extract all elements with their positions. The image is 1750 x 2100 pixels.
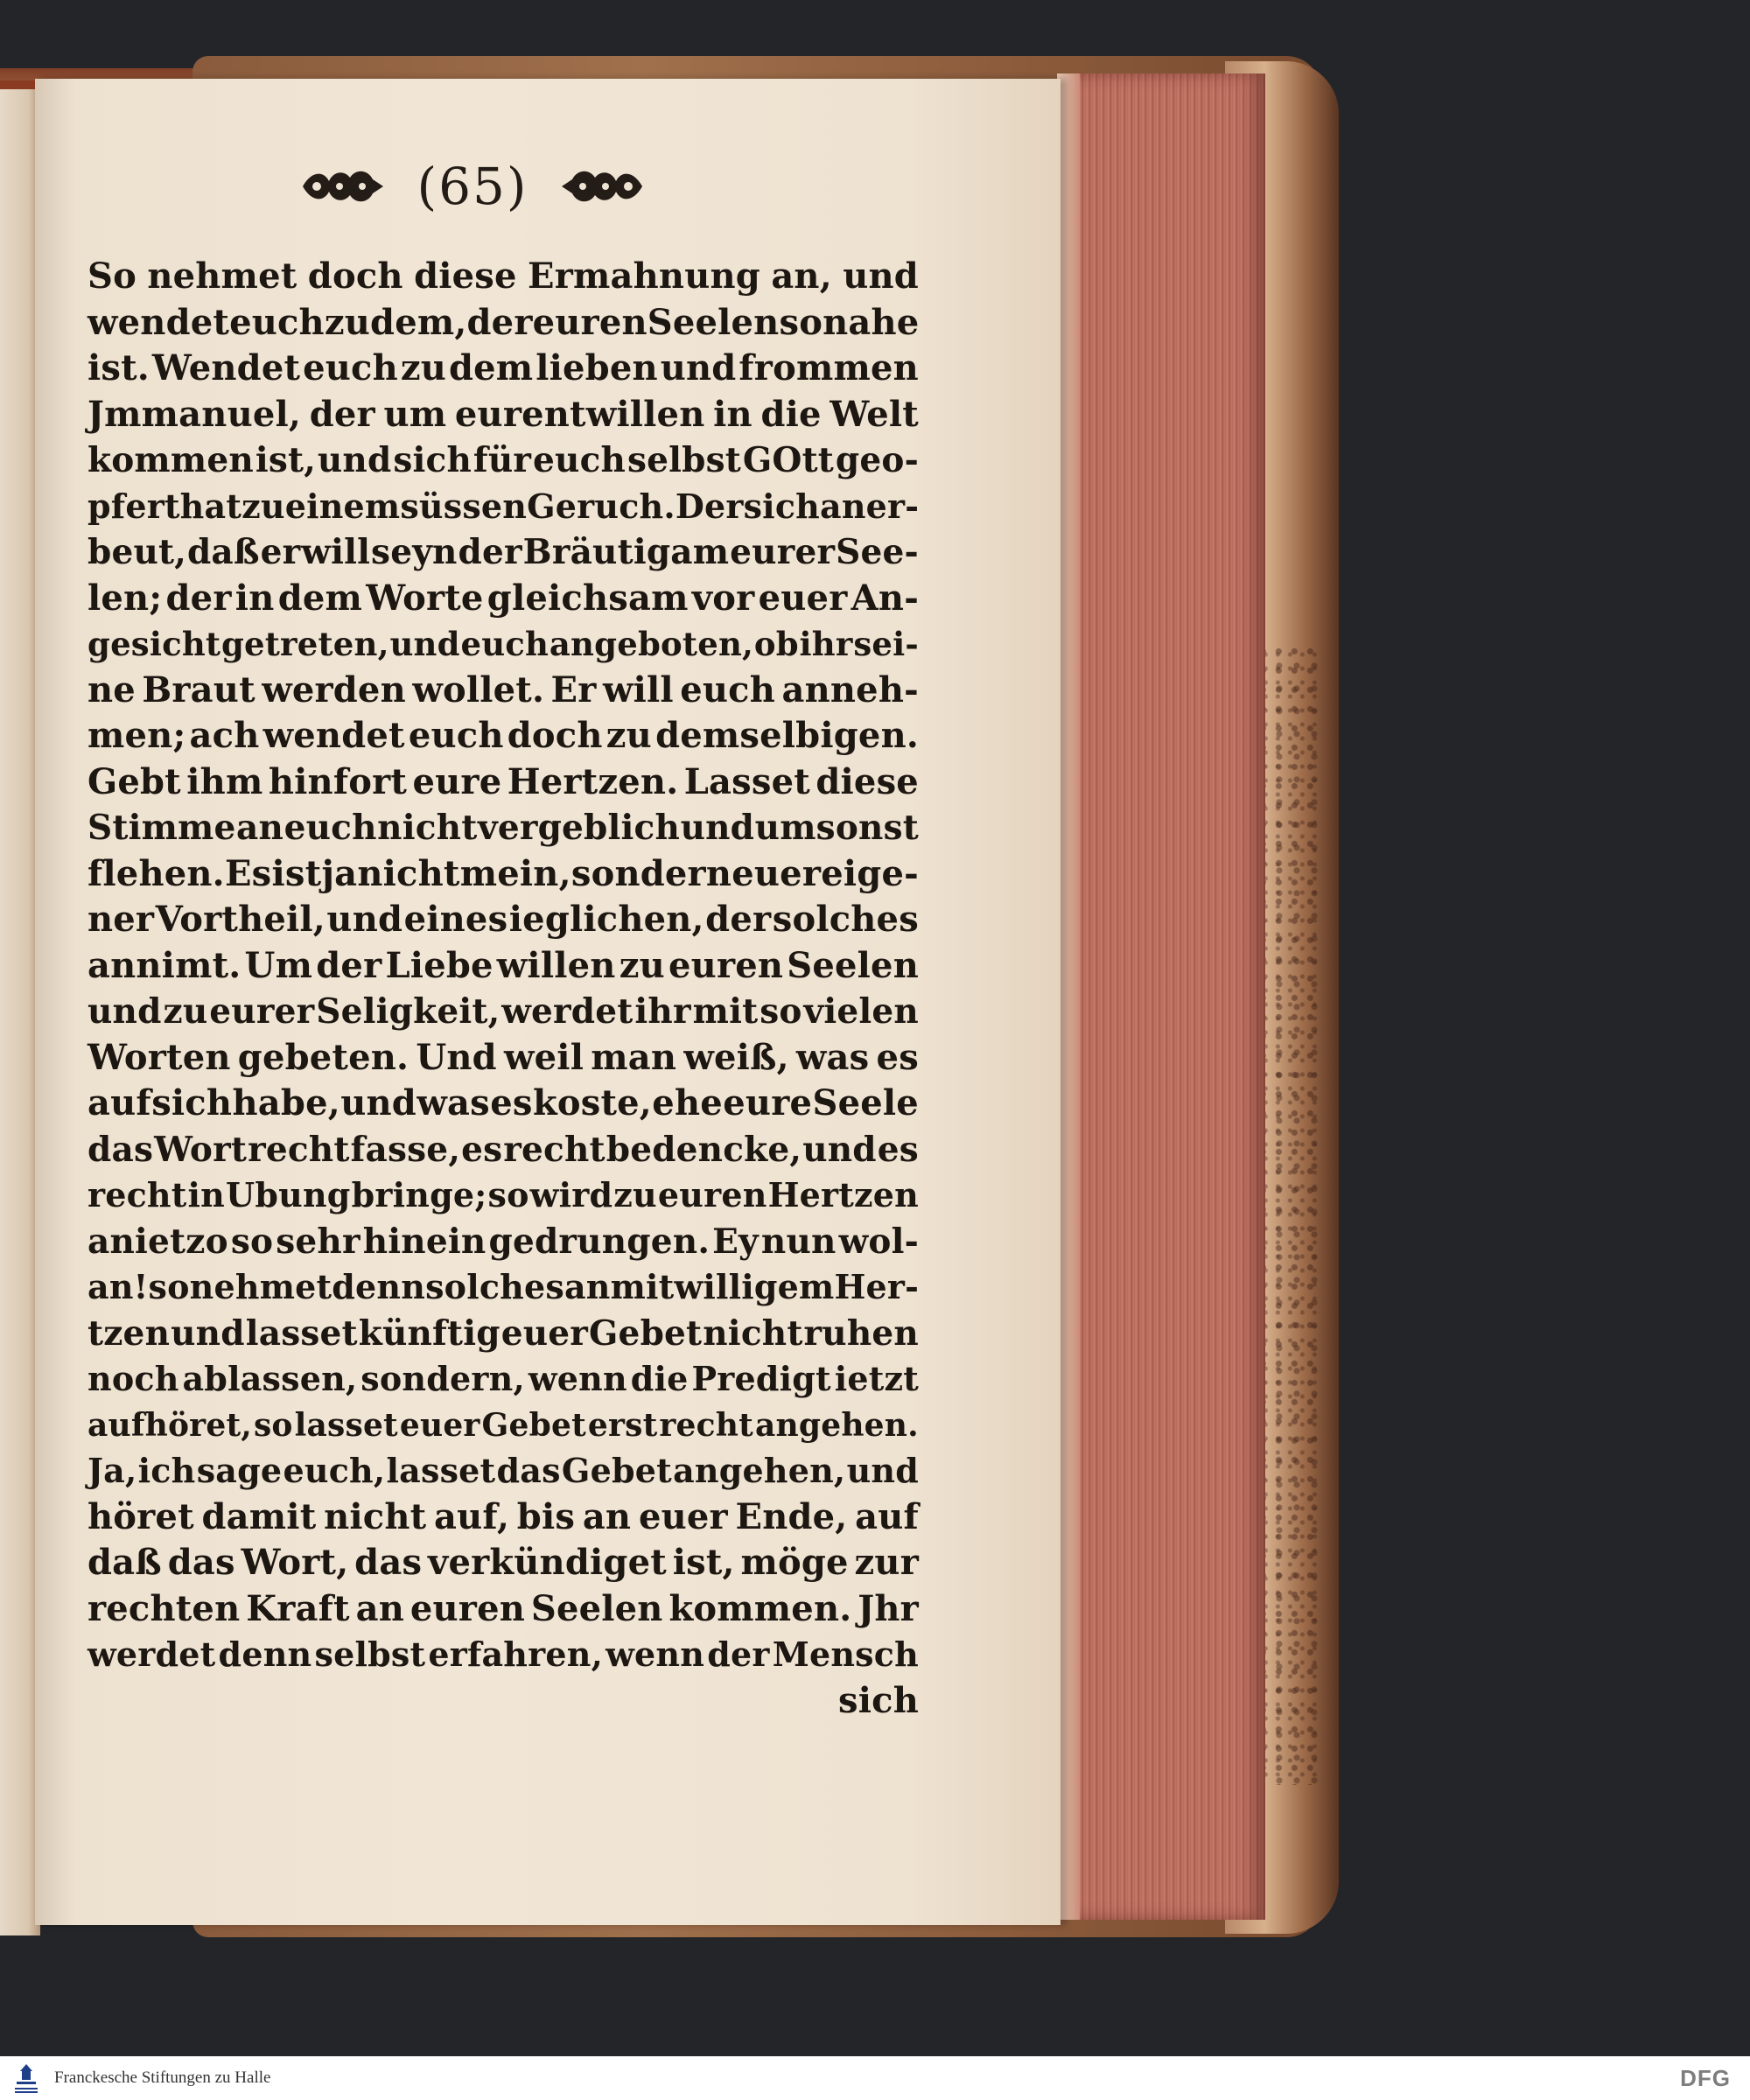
text-line: beut, daß er will seyn der Bräutigam eurer See- <box>88 532 919 572</box>
page-number: (65) <box>416 157 528 216</box>
text-line: men; ach wendet euch doch zu demselbigen. <box>88 715 919 756</box>
text-line: das Wort recht fasse, es recht bedencke, und es <box>88 1129 919 1170</box>
text-line: anietzo so sehr hinein gedrungen. Ey nun wol- <box>88 1221 919 1262</box>
footer-dfg-logo: DFG <box>1680 2065 1731 2091</box>
text-line: ne Braut werden wollet. Er will euch anneh- <box>88 668 919 710</box>
text-line: So nehmet doch diese Ermahnung an, und <box>88 256 919 297</box>
text-line: wendet euch zu dem, der euren Seelen so nahe <box>88 301 920 343</box>
text-line: len; der in dem Worte gleichsam vor euer An- <box>88 577 919 619</box>
text-line: noch ablassen, sondern, wenn die Predigt ietzt <box>88 1359 919 1398</box>
book-page <box>35 79 1060 1925</box>
text-line: an! so nehmet denn solches an mit willigem Her- <box>88 1267 920 1306</box>
cover-texture <box>1258 648 1320 1785</box>
text-line: Jmmanuel, der um eurentwillen in die Welt <box>88 393 919 435</box>
text-line: tzen und lasset künftig euer Gebet nicht ruhen <box>88 1312 919 1354</box>
footer-logo-icon <box>9 2061 44 2096</box>
text-line: Worten gebeten. Und weil man weiß, was es <box>88 1036 919 1078</box>
text-line: Gebt ihm hinfort eure Hertzen. Lasset diese <box>88 760 919 802</box>
ornament-left-icon <box>299 162 387 211</box>
page-header <box>35 147 910 226</box>
text-line: daß das Wort, das verkündiget ist, möge zur <box>88 1542 919 1583</box>
body-text <box>88 254 919 1724</box>
text-line: ner Vortheil, und eines ieglichen, der solches <box>88 899 919 940</box>
footer-institution: Franckesche Stiftungen zu Halle <box>54 2068 271 2087</box>
text-line: Ja, ich sage euch, lasset das Gebet angehen, und <box>88 1451 919 1490</box>
text-line: rechten Kraft an euren Seelen kommen. Jhr <box>88 1587 919 1629</box>
text-line: aufhöret, so lasset euer Gebet erst recht angehen. <box>88 1406 919 1444</box>
text-line: pfert hat zu einem süssen Geruch. Der sich aner- <box>88 486 920 526</box>
catchword: sich <box>838 1679 919 1721</box>
text-line: Stimme an euch nicht vergeblich und umsonst <box>88 808 919 848</box>
footer-bar <box>0 2056 1750 2100</box>
text-line: auf sich habe, und was es koste, ehe eure Seele <box>88 1082 919 1124</box>
text-line: gesicht getreten, und euch angeboten, ob ihr sei- <box>88 625 919 663</box>
text-line: kommen ist, und sich für euch selbst GOtt geo- <box>88 440 919 480</box>
text-line: höret damit nicht auf, bis an euer Ende, auf <box>88 1495 919 1537</box>
text-line: werdet denn selbst erfahren, wenn der Mensch <box>88 1634 919 1674</box>
ornament-right-icon <box>558 162 646 211</box>
page-fore-edge <box>1057 74 1265 1920</box>
text-line: ist. Wendet euch zu dem lieben und frommen <box>88 347 919 388</box>
text-line: annimt. Um der Liebe willen zu euren Seelen <box>88 944 919 986</box>
text-line: flehen. Es ist ja nicht mein, sondern euer eige- <box>88 852 919 894</box>
text-line: recht in Ubung bringe; so wird zu euren Hertzen <box>88 1175 919 1214</box>
text-line: und zu eurer Seligkeit, werdet ihr mit so vielen <box>88 991 919 1032</box>
